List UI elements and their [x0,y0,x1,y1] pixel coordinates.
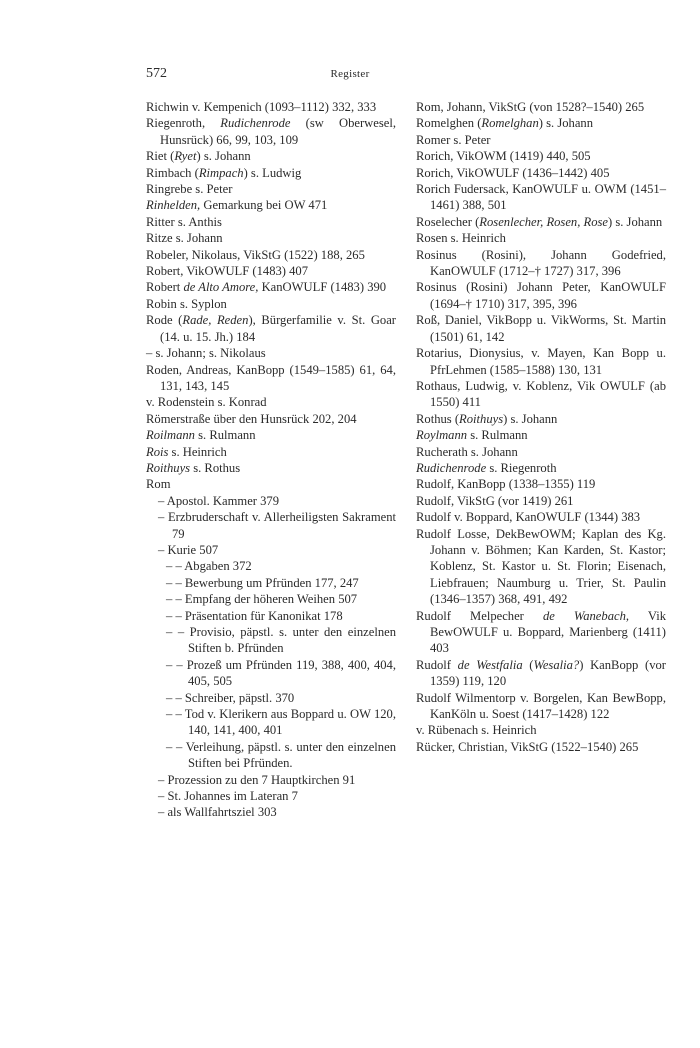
index-entry-text: Rothus ( [416,411,460,426]
index-entry [146,427,396,443]
index-entry-text: Riet ( [146,149,175,164]
index-entry [416,247,666,280]
index-entry-text: s. Heinrich [168,444,227,459]
index-entry [416,444,666,460]
index-entry-text: Rosinus (Rosini) Johann Peter, KanOWULF (1694–† 1710) 317, 395, 396 [416,280,666,311]
index-entry-text: Rode ( [146,313,183,328]
index-entry-italic-text: Wesalia? [533,657,580,672]
index-entry [416,411,666,427]
index-entry [146,591,396,607]
index-entry-text: Ritze s. Johann [146,231,223,246]
index-entry-text: Römerstraße über den Hunsrück 202, 204 [146,411,357,426]
index-entry-text: Rimbach ( [146,165,199,180]
index-entry-text: Rudolf v. Boppard, KanOWULF (1344) 383 [416,510,641,525]
index-entry [416,476,666,492]
index-entry [146,558,396,574]
index-entry-text: – Prozession zu den 7 Hauptkirchen 91 [158,772,356,787]
index-entry-text: Ringrebe s. Peter [146,182,233,197]
index-entry-italic-text: Roylmann [416,428,468,443]
index-entry [146,263,396,279]
index-entry-italic-text: Rois [146,444,169,459]
index-entry-text: ) s. Ludwig [243,165,302,180]
index-entry [146,509,396,542]
index-entry [146,493,396,509]
index-entry [416,345,666,378]
index-entry-text: v. Rodenstein s. Konrad [146,395,267,410]
index-entry-text: s. Rulmann [467,428,528,443]
index-entry [416,493,666,509]
index-entry-text: v. Rübenach s. Heinrich [416,723,537,738]
index-entry-text: Riegenroth, [146,116,221,131]
page-number: 572 [146,66,167,81]
index-entry-text: KanOWULF (1483) 390 [258,280,387,295]
index-entry [146,148,396,164]
index-entry [146,214,396,230]
index-entry-text: – s. Johann; s. Nikolaus [146,346,266,361]
index-entry [146,476,396,492]
index-entry [416,509,666,525]
index-entry-text: s. Rulmann [194,428,256,443]
index-entry [146,608,396,624]
index-entry-text: – als Wallfahrtsziel 303 [158,805,277,820]
index-entry-text: Romer s. Peter [416,132,491,147]
index-entry-text: Richwin v. Kempenich (1093–1112) 332, 333 [146,100,377,114]
index-entry [146,624,396,657]
index-entry-text: – – Prozeß um Pfründen 119, 388, 400, 404, 405, 505 [166,657,396,689]
index-entry [416,115,666,131]
index-entry [146,394,396,410]
index-entry-italic-text: Rosenlecher, Rosen, Rose [479,214,608,229]
index-entry-italic-text: Rudichenrode [416,460,487,475]
index-entry [416,279,666,312]
index-entry-text: Rorich, VikOWULF (1436–1442) 405 [416,165,610,180]
index-entry [146,345,396,361]
index-entry-text: Rorich, VikOWM (1419) 440, 505 [416,149,591,164]
index-entry-text: – – Präsentation für Kanonikat 178 [166,608,343,623]
index-entry-text: Rudolf [416,657,458,672]
index-entry-text: Rosinus (Rosini), Johann Godefried, KanOWULF (1712–† 1727) 317, 396 [416,247,666,279]
index-entry-text: Rudolf Losse, DekBewOWM; Kaplan des Kg. Johann v. Böhmen; Kan Karden, St. Kastor; Koblenz, St. Kastor u. St. Florin; Eisenach, Liebfrauen; Naumburg u. Trier, St. Paulin (1346–1357) 368, 491, 492 [416,526,666,607]
index-entry-text: Rudolf, KanBopp (1338–1355) 119 [416,477,596,492]
index-entry-italic-text: Rudichenrode [220,116,291,131]
index-entry-text: Rudolf Melpecher [416,608,543,623]
index-entry-text: – – Schreiber, päpstl. 370 [166,690,295,705]
index-entry [416,181,666,214]
index-entry-text: Romelghen ( [416,116,482,131]
index-entry-text: ( [522,657,534,672]
index-entry [146,706,396,739]
index-entry [146,247,396,263]
index-entry [416,722,666,738]
index-entry-text: Rucherath s. Johann [416,444,518,459]
index-entry-text: ) s. Johann [196,149,251,164]
index-entry-text: Rom, Johann, VikStG (von 1528?–1540) 265 [416,100,645,114]
index-entry-text: Rudolf Wilmentorp v. Borgelen, Kan BewBopp, KanKöln u. Soest (1417–1428) 122 [416,690,666,722]
index-entry [146,788,396,804]
index-entry [146,296,396,312]
index-entry [146,444,396,460]
index-entry-italic-text: Romelghan [481,116,539,131]
index-entry [146,657,396,690]
index-entry [146,312,396,345]
index-entry [146,575,396,591]
index-entry [416,230,666,246]
index-entry-italic-text: Roithuys [146,460,191,475]
index-entry-text: Robin s. Syplon [146,296,227,311]
index-entry [416,739,666,755]
running-head: Register [330,68,370,80]
index-entry-italic-text: Roilmann [146,428,195,443]
index-entry-text: s. Riegenroth [486,460,557,475]
index-entry [146,542,396,558]
index-entry [416,165,666,181]
index-entry-text: – Erzbruderschaft v. Allerheiligsten Sakrament 79 [158,510,396,541]
index-entry-text: – – Empfang der höheren Weihen 507 [166,592,358,607]
index-entry [416,460,666,476]
index-entry [146,99,396,115]
index-entry [416,312,666,345]
index-entry-text: – – Provisio, päpstl. s. unter den einzelnen Stiften b. Pfründen [166,625,396,656]
index-entry-text: – St. Johannes im Lateran 7 [158,789,298,804]
index-entry-italic-text: de Wanebach, [542,608,630,623]
index-entry [146,460,396,476]
index-entry-italic-text: Rinhelden, [146,198,201,213]
index-entry-text: – – Tod v. Klerikern aus Boppard u. OW 120, 140, 141, 400, 401 [166,707,396,738]
index-entry-text: ), Bürgerfamilie v. St. Goar (14. u. 15. Jh.) 184 [160,313,396,344]
index-entry-text: Roß, Daniel, VikBopp u. VikWorms, St. Martin (1501) 61, 142 [416,313,666,344]
index-entry [146,115,396,148]
index-entry [146,690,396,706]
index-entry [146,165,396,181]
index-entry [416,690,666,723]
index-entry-text: – – Verleihung, päpstl. s. unter den einzelnen Stiften bei Pfründen. [166,739,396,771]
index-entry-text: Roselecher ( [416,214,480,229]
index-entry-text: ) s. Johann [608,214,663,229]
index-entry-text: Roden, Andreas, KanBopp (1549–1585) 61, 64, 131, 143, 145 [146,362,396,393]
index-entry [416,132,666,148]
index-entry-text: s. Rothus [190,460,241,475]
index-entry-text: Rosen s. Heinrich [416,231,506,246]
index-entry-text: Vik BewOWULF u. Boppard, Marienberg (1411) 403 [430,608,666,656]
index-entry-text: – Kurie 507 [158,542,219,557]
index-entry-text: – Apostol. Kammer 379 [158,493,280,508]
index-entry [416,526,666,608]
index-entry-text: Ritter s. Anthis [146,214,222,229]
index-entry-text: Rücker, Christian, VikStG (1522–1540) 265 [416,739,639,754]
index-column-left [146,99,396,821]
index-entry [146,362,396,395]
index-entry-italic-text: Rimpach [198,165,244,180]
index-entry-text: Robeler, Nikolaus, VikStG (1522) 188, 265 [146,247,365,262]
index-entry-text: (sw Oberwesel, Hunsrück) 66, 99, 103, 109 [160,116,396,147]
index-column-right [416,99,666,755]
index-entry-text: ) KanBopp (vor 1359) 119, 120 [430,657,667,689]
index-entry [416,657,666,690]
index-entry [146,181,396,197]
index-entry-text: Rom [146,477,171,492]
index-entry [146,739,396,772]
index-entry [416,148,666,164]
index-entry-text: Rorich Fudersack, KanOWULF u. OWM (1451–1461) 388, 501 [416,182,666,213]
index-entry-italic-text: de Westfalia [457,657,523,672]
index-entry-text: ) s. Johann [503,411,558,426]
index-entry-text: Rotarius, Dionysius, v. Mayen, Kan Bopp u. PfrLehmen (1585–1588) 130, 131 [416,346,666,377]
index-entry-text: – – Bewerbung um Pfründen 177, 247 [166,575,359,590]
index-entry-text: Rothaus, Ludwig, v. Koblenz, Vik OWULF (ab 1550) 411 [416,378,666,410]
index-entry-text: – – Abgaben 372 [166,559,252,574]
index-entry [416,378,666,411]
index-entry [416,214,666,230]
index-entry [146,804,396,820]
index-entry [146,279,396,295]
index-entry-text: Robert [146,280,184,295]
index-entry-italic-text: Rade, Reden [182,313,249,328]
index-entry [146,411,396,427]
index-entry-text: Rudolf, VikStG (vor 1419) 261 [416,493,574,508]
index-entry-text: Robert, VikOWULF (1483) 407 [146,264,309,279]
index-entry [146,197,396,213]
index-entry [416,99,666,115]
index-entry [146,772,396,788]
index-entry-italic-text: Ryet [174,149,197,164]
index-entry-text: Gemarkung bei OW 471 [200,198,328,213]
index-entry [416,608,666,657]
index-entry [416,427,666,443]
index-entry-italic-text: Roithuys [459,411,504,426]
index-entry-italic-text: de Alto Amore, [183,280,259,295]
index-entry [146,230,396,246]
index-entry-text: ) s. Johann [538,116,593,131]
